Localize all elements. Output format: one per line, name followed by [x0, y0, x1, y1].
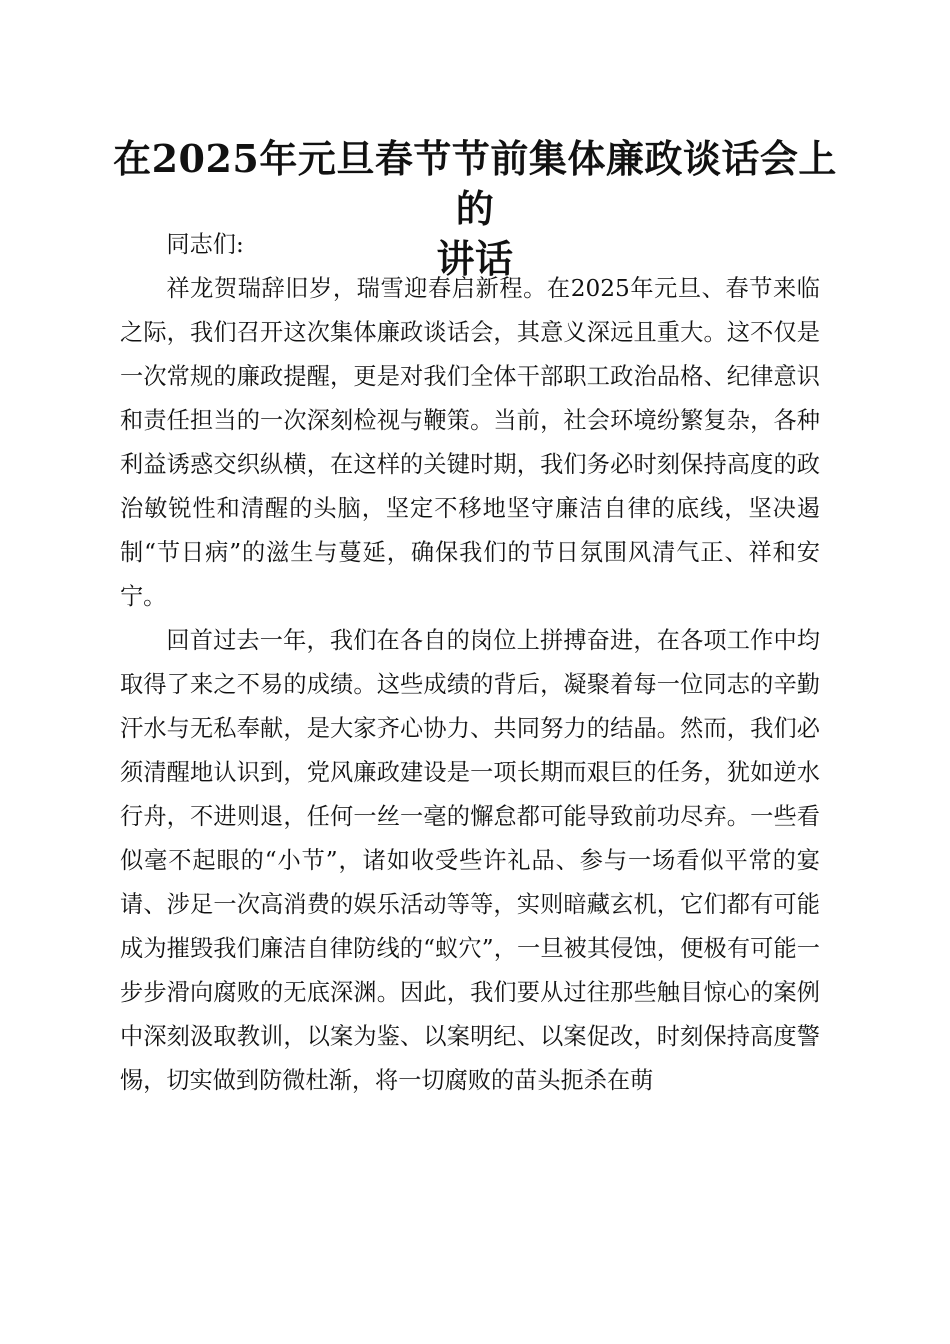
- paragraph-2: 回首过去一年，我们在各自的岗位上拼搏奋进，在各项工作中均取得了来之不易的成绩。这些成绩的背后，凝聚着每一位同志的辛勤汗水与无私奉献，是大家齐心协力、共同努力的结晶。然而，我们必须清醒地认识到，党风廉政建设是一项长期而艰巨的任务，犹如逆水行舟，不进则退，任何一丝一毫的懈怠都可能导致前功尽弃。一些看似毫不起眼的“小节”，诸如收受些许礼品、参与一场看似平常的宴请、涉足一次高消费的娱乐活动等等，实则暗藏玄机，它们都有可能成为摧毁我们廉洁自律防线的“蚁穴”，一旦被其侵蚀，便极有可能一步步滑向腐败的无底深渊。因此，我们要从过往那些触目惊心的案例中深刻汲取教训，以案为鉴、以案明纪、以案促改，时刻保持高度警惕，切实做到防微杜渐，将一切腐败的苗头扼杀在萌: [120, 627, 820, 1094]
- salutation: 同志们:: [166, 231, 244, 258]
- title-line-2: 讲话: [436, 236, 514, 281]
- title-line-1: 在2025年元旦春节节前集体廉政谈话会上的: [113, 136, 837, 231]
- paragraph-1: 祥龙贺瑞辞旧岁，瑞雪迎春启新程。在2025年元旦、春节来临之际，我们召开这次集体廉政谈话会，其意义深远且重大。这不仅是一次常规的廉政提醒，更是对我们全体干部职工政治品格、纪律意识和责任担当的一次深刻检视与鞭策。当前，社会环境纷繁复杂，各种利益诱惑交织纵横，在这样的关键时期，我们务必时刻保持高度的政治敏锐性和清醒的头脑，坚定不移地坚守廉洁自律的底线，坚决遏制“节日病”的滋生与蔓延，确保我们的节日氛围风清气正、祥和安宁。: [120, 275, 820, 610]
- document-body: [120, 223, 820, 1103]
